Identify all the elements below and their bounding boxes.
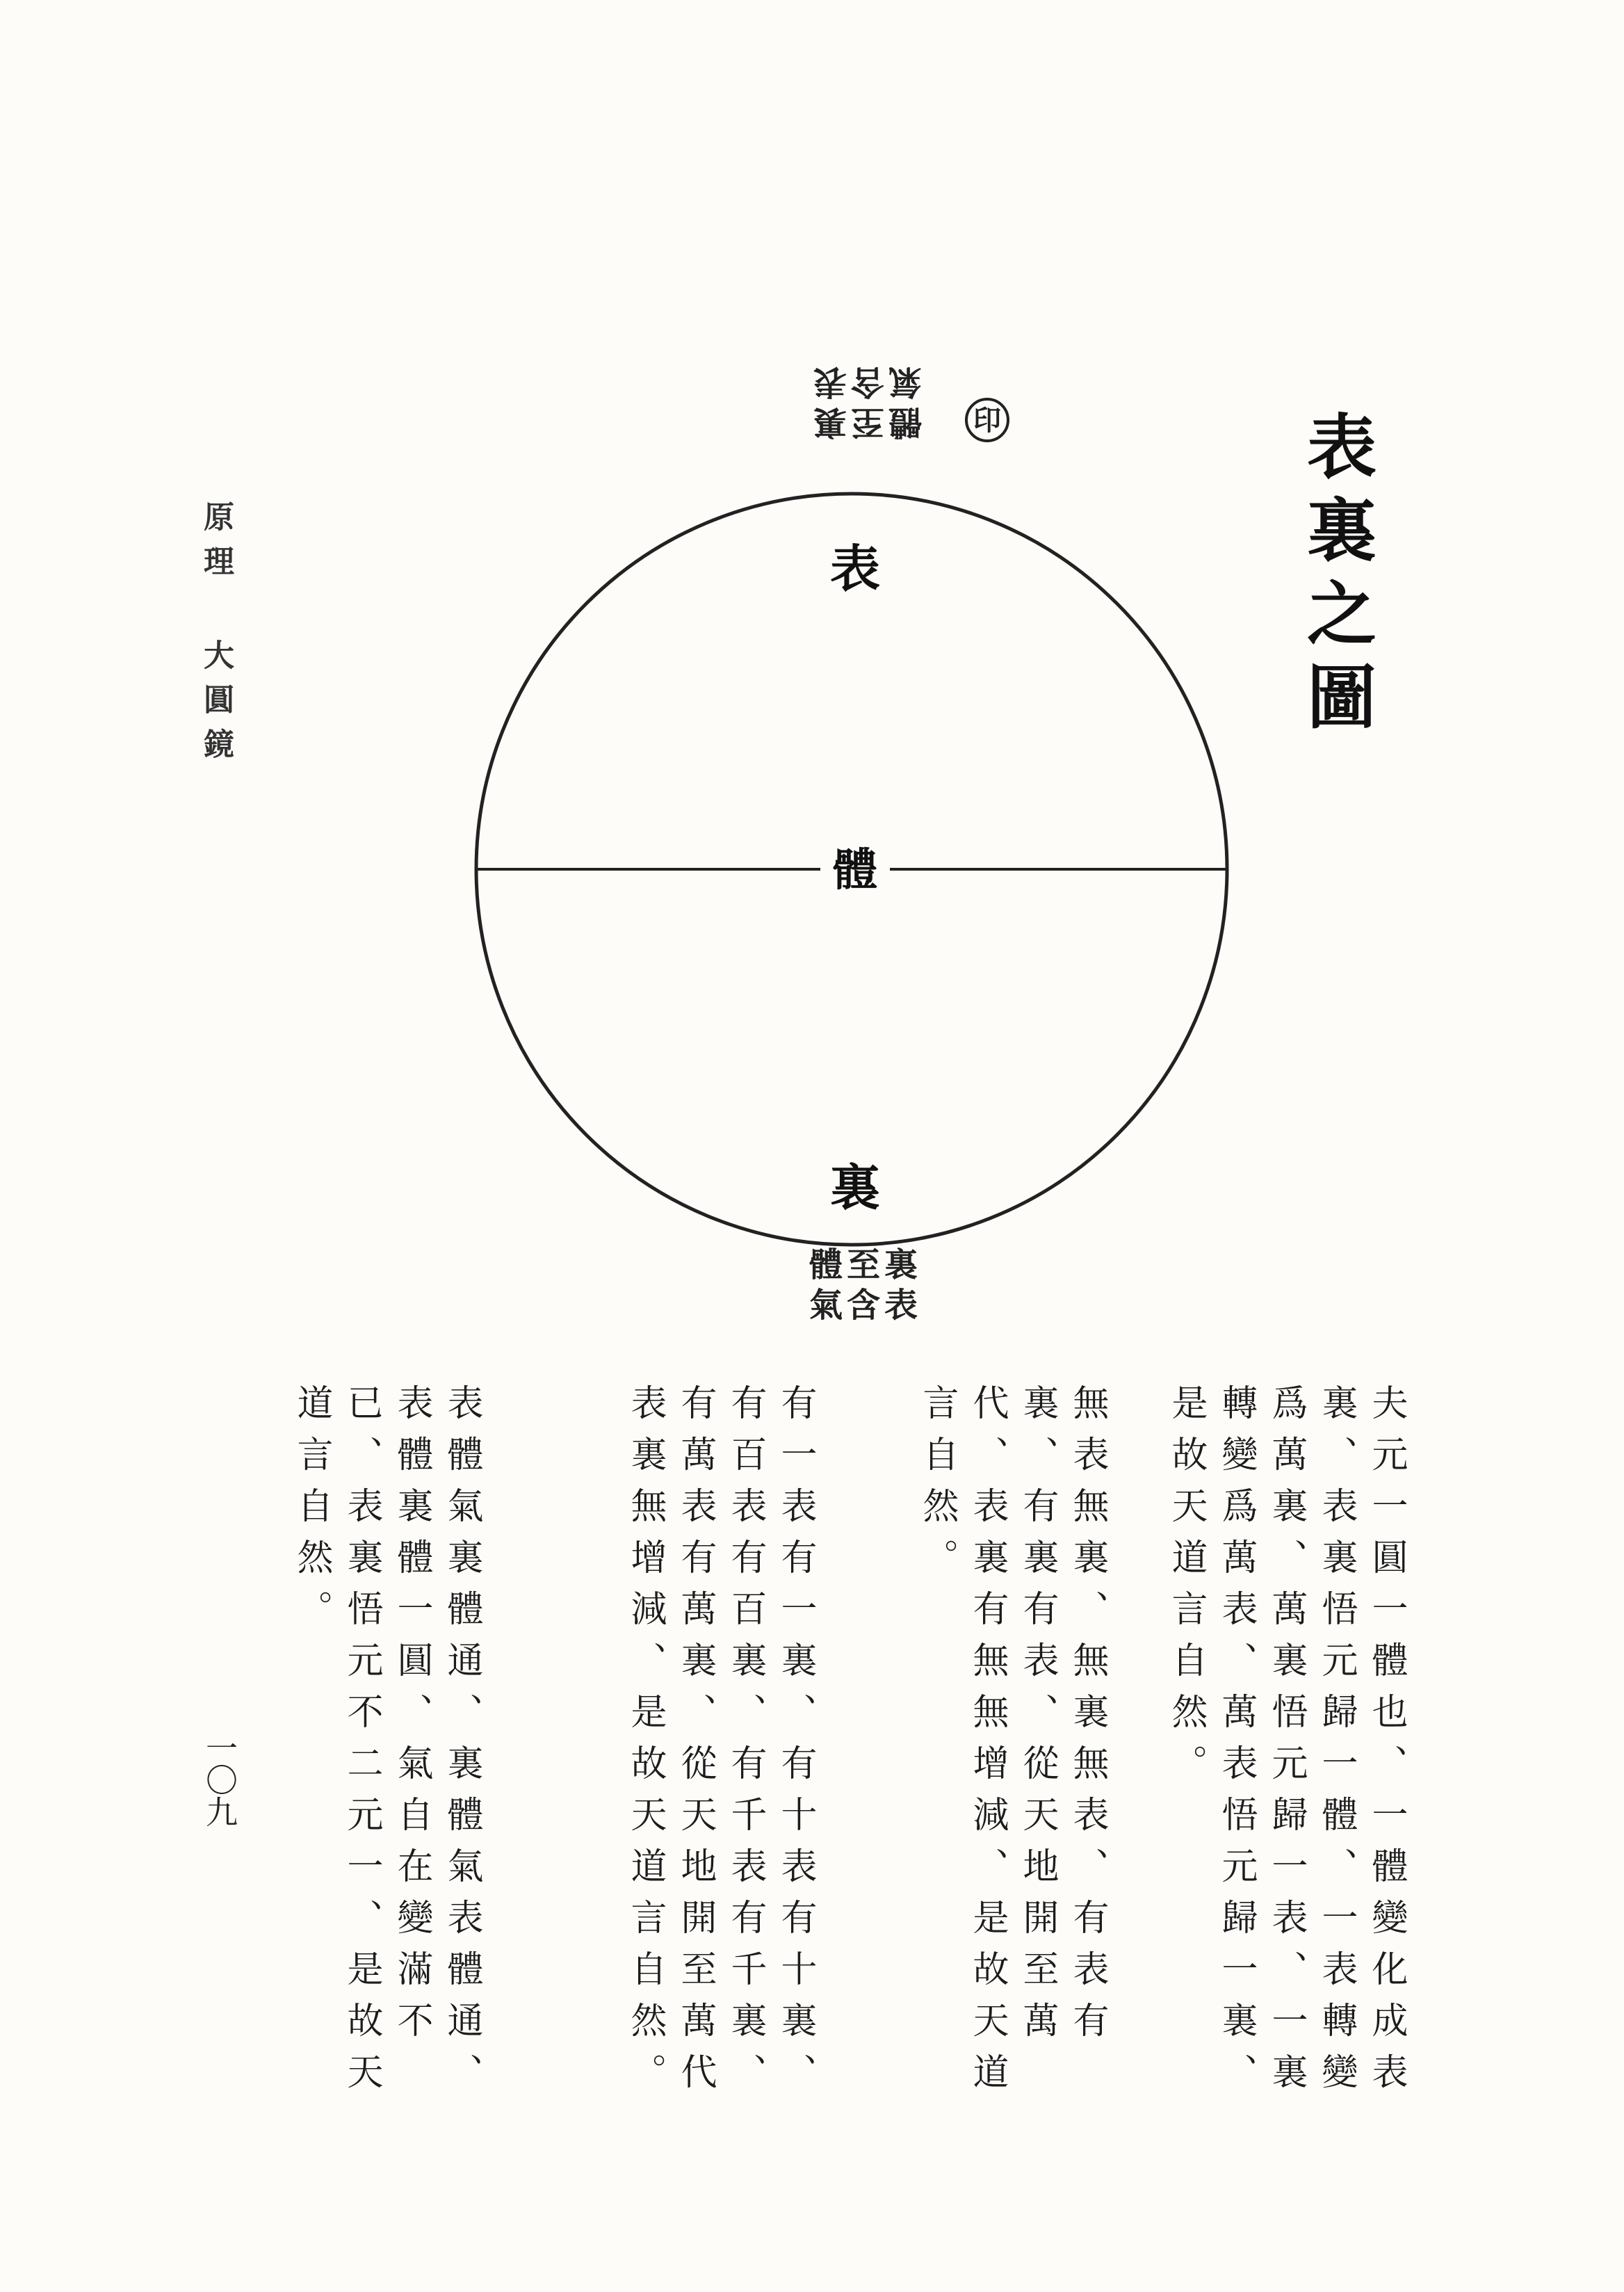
bottom-label-line-2: 氣含表 — [809, 1286, 922, 1325]
page-number: 一〇九 — [201, 1732, 238, 1827]
page-title: 表裏之圖 — [1295, 410, 1377, 744]
top-label-line-2: 氣含表 — [809, 362, 923, 401]
top-label-line-1: 體至裏 — [809, 403, 923, 442]
paragraph-3: 有一表有一裏、有十表有十裏、有百表有百裏、有千表有千裏、有萬表有萬裏、從天地開至萬代表裏無增減、是故天道言自然。 — [624, 1384, 816, 2104]
paragraph-4: 表體氣裏體通、裏體氣表體通、表體裏體一圓、氣自在變滿不已、表裏悟元不二元一、是故天道言自然。 — [291, 1384, 482, 2104]
center-label: 體 — [820, 834, 890, 898]
paragraph-1: 夫元一圓一體也、一體變化成表裏、表裏悟元歸一體、一表轉變爲萬裏、萬裏悟元歸一表、一裏轉變爲萬表、萬表悟元歸一裏、是故天道言自然。 — [1165, 1384, 1407, 2104]
diagram-top-label — [806, 362, 925, 442]
bottom-label-line-1: 體至裏 — [809, 1245, 922, 1284]
running-head: 原理 大圓鏡 — [198, 501, 234, 773]
diagram-bottom-label — [806, 1245, 925, 1325]
paragraph-2: 無表無裏、無裏無表、有表有裏、有裏有表、從天地開至萬代、表裏有無無增減、是故天道言自然。 — [916, 1384, 1108, 2104]
seal-mark: 印 — [965, 398, 1009, 442]
upper-hemisphere-label: 表 — [829, 539, 880, 598]
lower-hemisphere-label: 裏 — [829, 1158, 880, 1217]
